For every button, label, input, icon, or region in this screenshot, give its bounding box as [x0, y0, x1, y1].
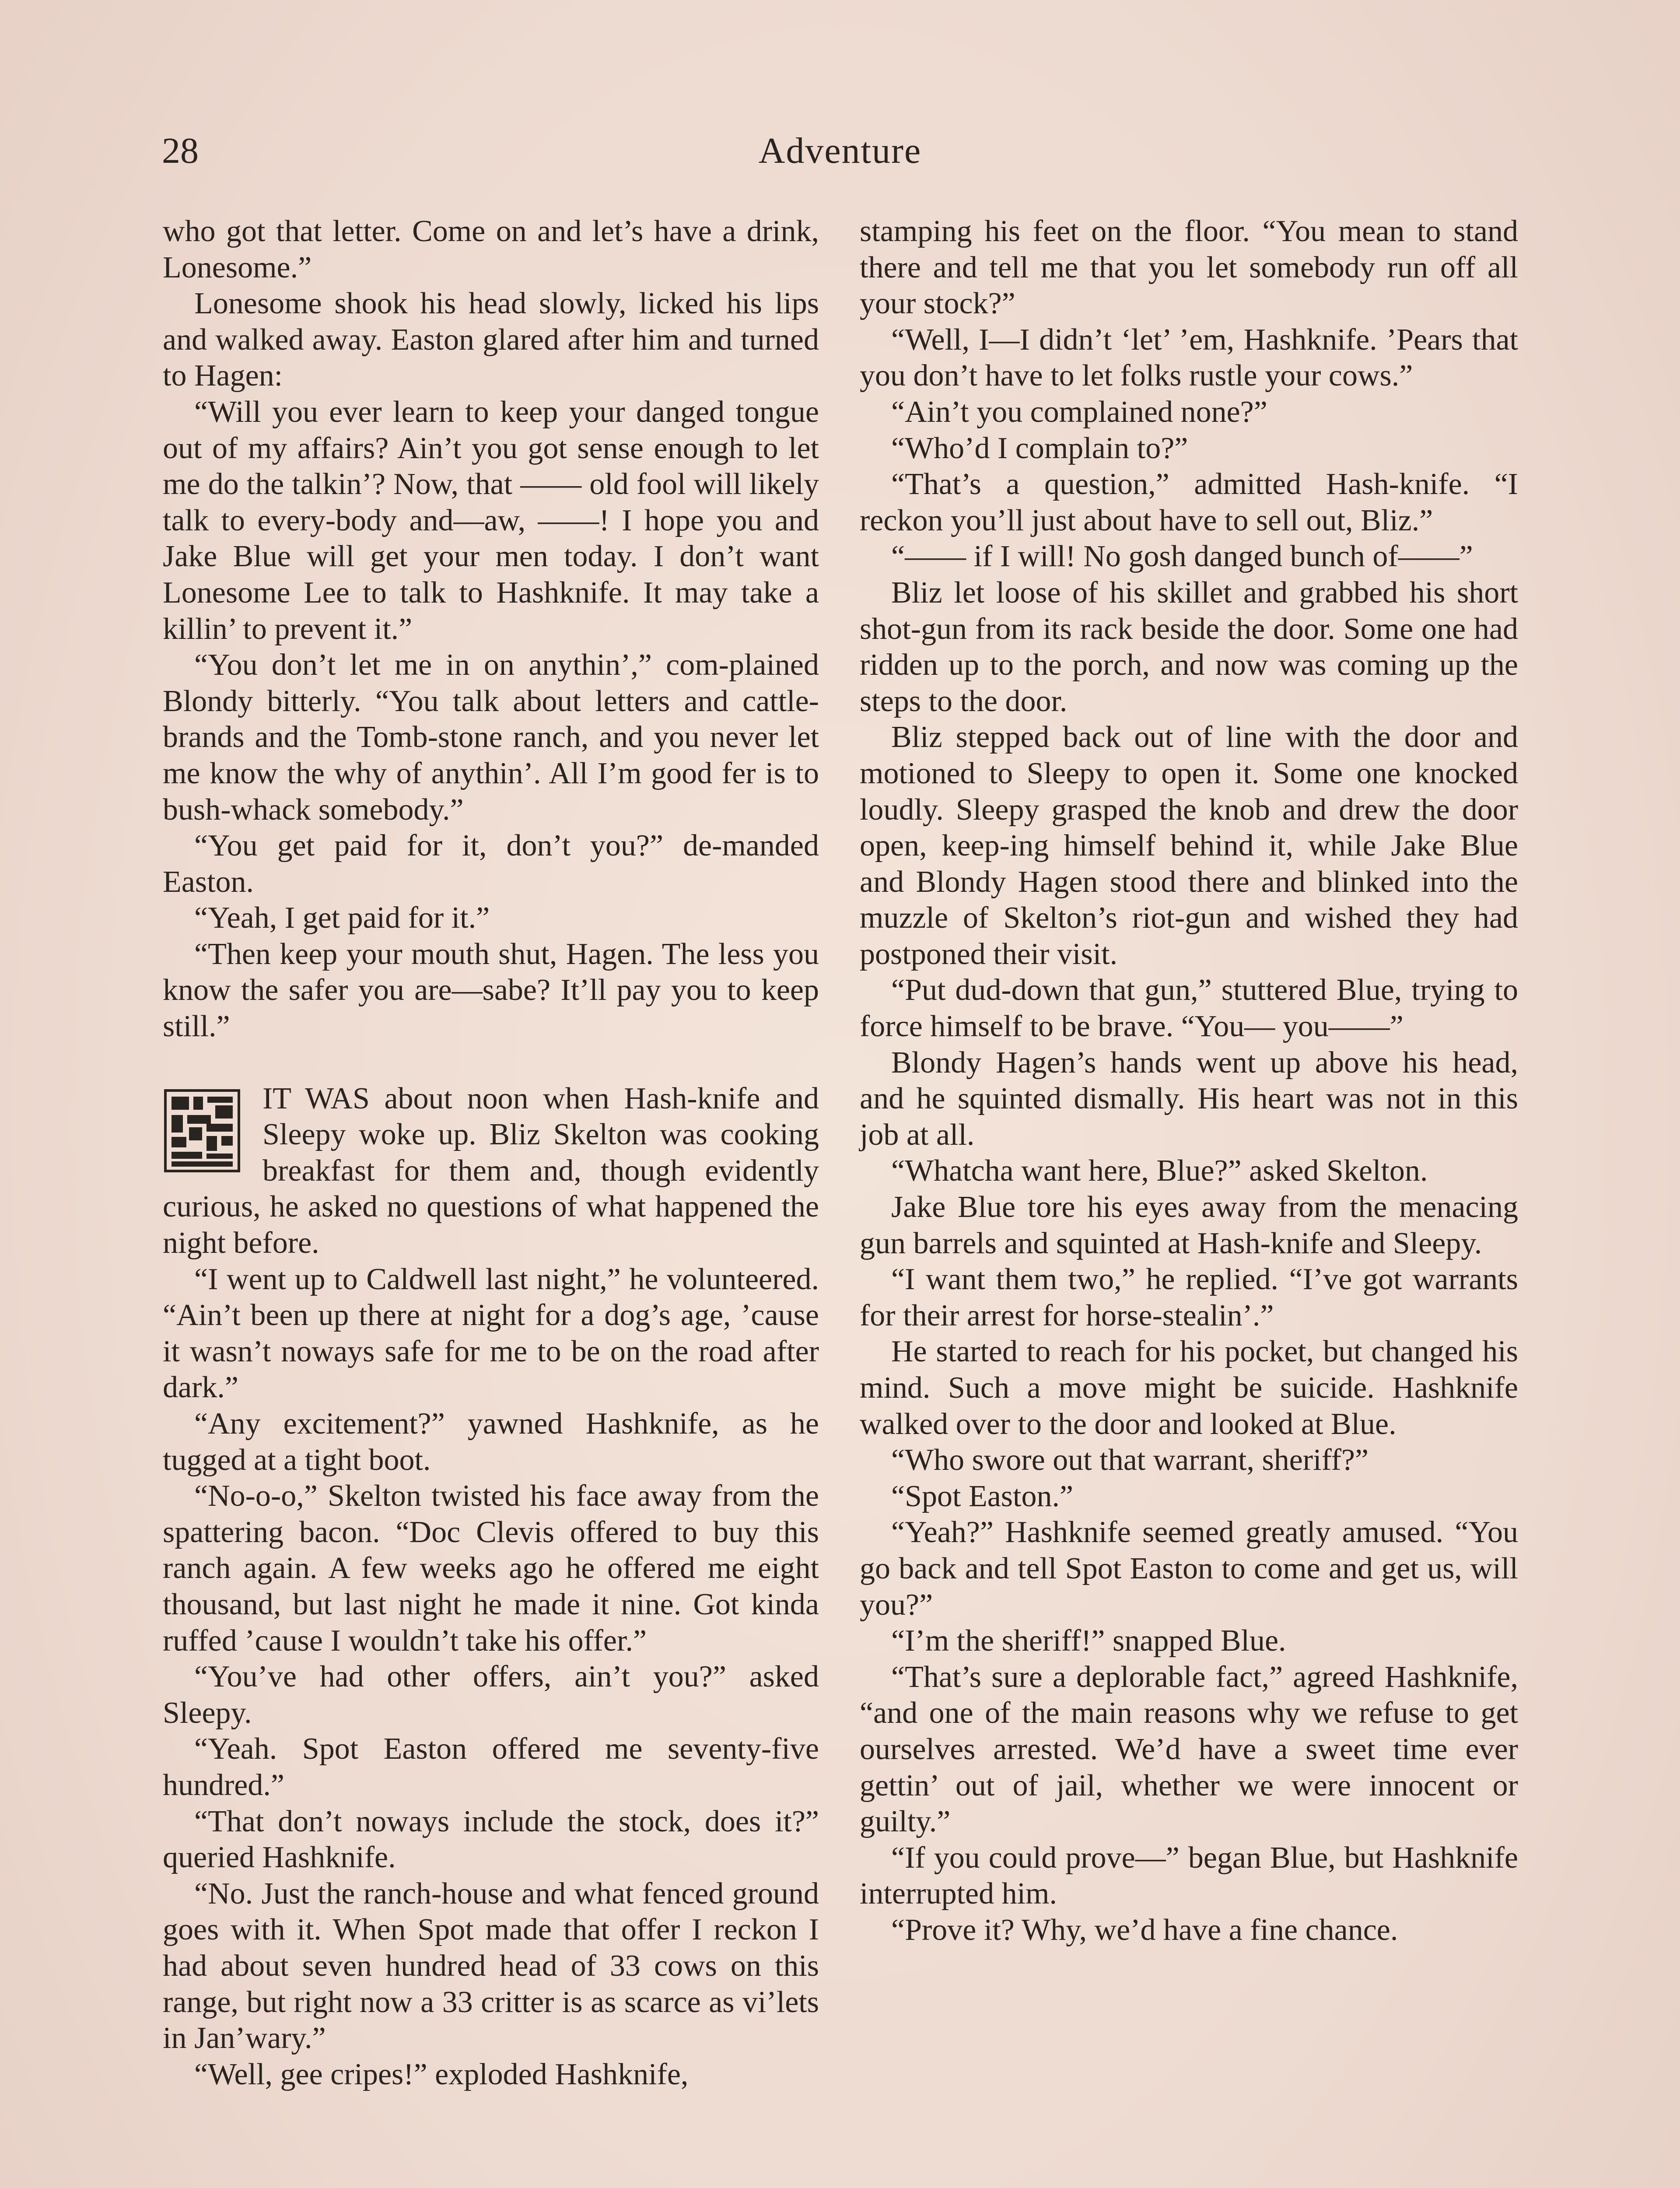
paragraph: He started to reach for his pocket, but changed his mind. Such a move might be suicide. Hashknife walked over to the door and looked at Blue.: [860, 1335, 1518, 1441]
paragraph: “I’m the sheriff!” snapped Blue.: [891, 1624, 1286, 1658]
left-column: [163, 214, 819, 2093]
paragraph: “Who’d I complain to?”: [891, 431, 1188, 465]
paragraph: Lonesome shook his head slowly, licked his lips and walked away. Easton glared after him and turned to Hagen:: [163, 287, 819, 393]
paragraph: “You don’t let me in on anythin’,” com-plained Blondy bitterly. “You talk about letters and cattle-brands and the Tomb-stone ranch, and you never let me know the why of anythin’. All I’m good fer is to bush-whack somebody.”: [163, 648, 819, 827]
paragraph: “Will you ever learn to keep your danged tongue out of my affairs? Ain’t you got sense enough to let me do the talkin’? Now, that —— old fool will likely talk to every-body and—aw, ——! I hope you and Jake Blue will get your men today. I don’t want Lonesome Lee to talk to Hashknife. It may take a killin’ to prevent it.”: [163, 395, 819, 646]
paragraph: “That’s sure a deplorable fact,” agreed Hashknife, “and one of the main reasons why we refuse to get ourselves arrested. We’d have a sweet time ever gettin’ out of jail, whether we were innocent or guilty.”: [860, 1660, 1518, 1839]
paragraph: “No-o-o,” Skelton twisted his face away from the spattering bacon. “Doc Clevis offered to buy this ranch again. A few weeks ago he offered me eight thousand, but last night he made it nine. Got kinda ruffed ’cause I wouldn’t take his offer.”: [163, 1479, 819, 1658]
paragraph: “You get paid for it, don’t you?” de-manded Easton.: [163, 829, 819, 899]
paragraph: “Any excitement?” yawned Hashknife, as he tugged at a tight boot.: [163, 1407, 819, 1477]
paragraph: “Whatcha want here, Blue?” asked Skelton.: [891, 1154, 1428, 1188]
paragraph: “No. Just the ranch-house and what fenced ground goes with it. When Spot made that offer I reckon I had about seven hundred head of 33 cows on this range, but right now a 33 critter is as scarce as vi’lets in Jan’wary.”: [163, 1876, 819, 2055]
paragraph: “Well, gee cripes!” exploded Hashknife,: [194, 2057, 689, 2091]
paragraph: “I want them two,” he replied. “I’ve got warrants for their arrest for horse-stealin’.”: [860, 1262, 1518, 1332]
running-title: Adventure: [758, 130, 922, 171]
paragraph: “Ain’t you complained none?”: [891, 395, 1267, 429]
paragraph: “Yeah. Spot Easton offered me seventy-five hundred.”: [163, 1732, 819, 1802]
paragraph: Bliz let loose of his skillet and grabbed his short shot-gun from its rack beside the door. Some one had ridden up to the porch, and now was coming up the steps to the door.: [860, 575, 1518, 718]
right-column: [860, 214, 1518, 1949]
paragraph: who got that letter. Come on and let’s have a drink, Lonesome.”: [163, 214, 819, 284]
section-break: [163, 1045, 819, 1081]
section-opening-text: IT WAS about noon when Hash-knife and Sleepy woke up. Bliz Skelton was cooking breakfast for them and, though evidently curious, he asked no questions of what happened the night before.: [163, 1081, 819, 1260]
paragraph: “Prove it? Why, we’d have a fine chance.: [891, 1913, 1398, 1947]
paragraph: “Yeah, I get paid for it.”: [194, 901, 490, 935]
paragraph: Jake Blue tore his eyes away from the menacing gun barrels and squinted at Hash-knife and Sleepy.: [860, 1190, 1518, 1260]
paragraph: Blondy Hagen’s hands went up above his head, and he squinted dismally. His heart was not in this job at all.: [860, 1045, 1518, 1152]
paragraph: “If you could prove—” began Blue, but Hashknife interrupted him.: [860, 1841, 1518, 1911]
paragraph: “That’s a question,” admitted Hash-knife. “I reckon you’ll just about have to sell out, Bliz.”: [860, 467, 1518, 537]
paragraph: stamping his feet on the floor. “You mean to stand there and tell me that you let somebody run off all your stock?”: [860, 214, 1518, 321]
paragraph: “Who swore out that warrant, sheriff?”: [891, 1443, 1369, 1477]
paragraph: “—— if I will! No gosh danged bunch of——”: [891, 540, 1473, 574]
paragraph: “Then keep your mouth shut, Hagen. The less you know the safer you are—sabe? It’ll pay you to keep still.”: [163, 937, 819, 1044]
paragraph: “Put dud-down that gun,” stuttered Blue, trying to force himself to be brave. “You— you——”: [860, 973, 1518, 1044]
paragraph: “Spot Easton.”: [891, 1479, 1074, 1513]
paragraph: “That don’t noways include the stock, does it?” queried Hashknife.: [163, 1804, 819, 1875]
paragraph: “Well, I—I didn’t ‘let’ ’em, Hashknife. ’Pears that you don’t have to let folks rustle your cows.”: [860, 323, 1518, 393]
paragraph: “You’ve had other offers, ain’t you?” asked Sleepy.: [163, 1660, 819, 1730]
section-opening: [163, 1081, 819, 1262]
paragraph: “I went up to Caldwell last night,” he volunteered. “Ain’t been up there at night for a dog’s age, ’cause it wasn’t noways safe for me to be on the road after dark.”: [163, 1262, 819, 1405]
decorative-dropcap-ornament-icon: [163, 1087, 242, 1175]
paragraph: Bliz stepped back out of line with the door and motioned to Sleepy to open it. Some one knocked loudly. Sleepy grasped the knob and drew the door open, keep-ing himself behind it, while Jake Blue and Blondy Hagen stood there and blinked into the muzzle of Skelton’s riot-gun and wished they had postponed their visit.: [860, 720, 1518, 971]
paragraph: “Yeah?” Hashknife seemed greatly amused. “You go back and tell Spot Easton to come and get us, will you?”: [860, 1515, 1518, 1622]
page-header: [162, 127, 1518, 175]
page-number: 28: [162, 130, 199, 171]
